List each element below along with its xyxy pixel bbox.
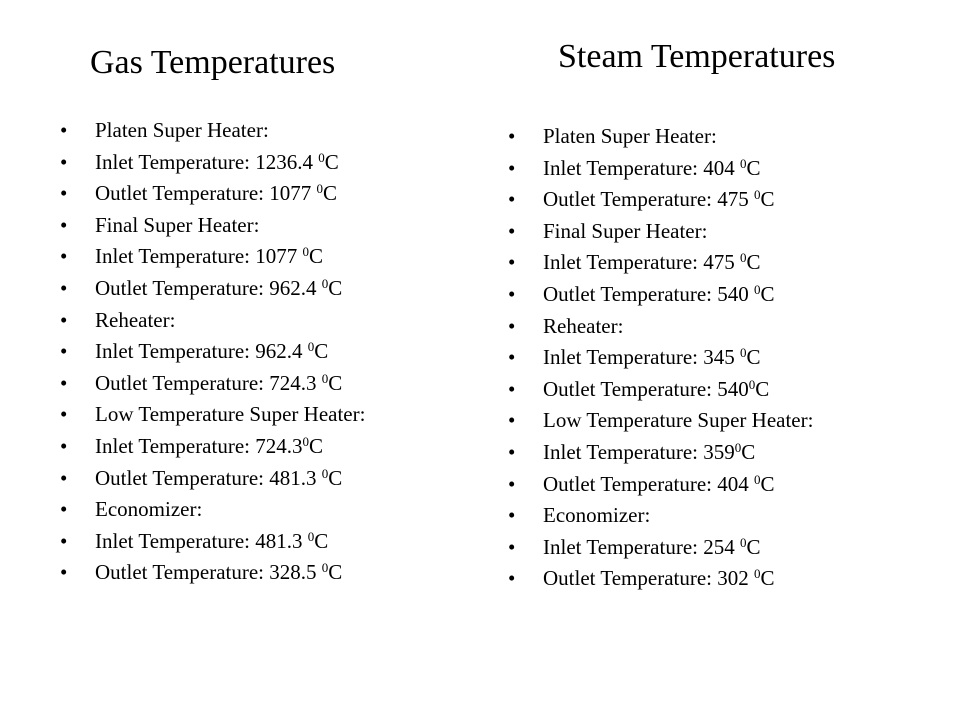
bullet-item: [60, 399, 365, 431]
degree-superscript: 0: [318, 149, 325, 165]
unit-label: C: [314, 528, 329, 553]
steam-temperatures-heading: Steam Temperatures: [558, 38, 836, 75]
degree-superscript: 0: [740, 534, 747, 550]
unit-label: C: [314, 339, 329, 364]
bullet-text: Platen Super Heater:: [543, 124, 717, 148]
bullet-text: Inlet Temperature: 254: [543, 534, 740, 559]
degree-superscript: 0: [316, 181, 323, 197]
degree-superscript: 0: [740, 155, 747, 171]
bullet-item: [508, 342, 813, 374]
bullet-item: [60, 494, 365, 526]
bullet-text: Reheater:: [543, 313, 624, 338]
bullet-item: [60, 273, 365, 305]
bullet-text: Low Temperature Super Heater:: [543, 408, 814, 433]
bullet-text: Outlet Temperature: 1077: [95, 181, 317, 206]
bullet-text: Inlet Temperature: 1236.4: [95, 149, 319, 174]
degree-superscript: 0: [754, 281, 761, 297]
bullet-item: [508, 469, 813, 501]
degree-superscript: 0: [740, 345, 747, 361]
unit-label: C: [323, 181, 338, 206]
degree-superscript: 0: [302, 433, 309, 449]
bullet-item: [508, 500, 813, 532]
unit-label: C: [755, 376, 770, 401]
unit-label: C: [760, 281, 775, 306]
bullet-item: [60, 241, 365, 273]
degree-superscript: 0: [754, 566, 761, 582]
bullet-item: [508, 279, 813, 311]
bullet-text: Inlet Temperature: 481.3: [95, 528, 308, 553]
unit-label: C: [328, 465, 343, 490]
degree-superscript: 0: [321, 275, 329, 291]
degree-superscript: 0: [740, 250, 747, 266]
bullet-item: [508, 374, 813, 406]
bullet-item: [508, 121, 813, 153]
unit-label: C: [760, 187, 775, 212]
degree-superscript: 0: [321, 560, 329, 576]
bullet-text: Inlet Temperature: 1077: [95, 244, 303, 269]
bullet-item: [60, 115, 365, 147]
degree-superscript: 0: [307, 339, 315, 355]
bullet-text: Platen Super Heater:: [95, 118, 269, 142]
bullet-item: [508, 311, 813, 343]
unit-label: C: [324, 149, 339, 174]
bullet-text: Final Super Heater:: [543, 218, 708, 243]
bullet-item: [60, 336, 365, 368]
bullet-text: Inlet Temperature: 345: [543, 345, 740, 370]
bullet-text: Economizer:: [95, 497, 203, 522]
bullet-item: [60, 178, 365, 210]
bullet-text: Reheater:: [95, 307, 176, 332]
bullet-text: Outlet Temperature: 475: [543, 187, 754, 212]
bullet-text: Outlet Temperature: 724.3: [95, 370, 322, 395]
unit-label: C: [309, 433, 324, 458]
steam-temperatures-list: [508, 121, 813, 595]
bullet-text: Outlet Temperature: 481.3: [95, 465, 322, 490]
bullet-text: Low Temperature Super Heater:: [95, 402, 366, 427]
bullet-text: Outlet Temperature: 540: [543, 376, 749, 401]
unit-label: C: [746, 534, 761, 559]
bullet-item: [60, 147, 365, 179]
bullet-text: Outlet Temperature: 962.4: [95, 275, 322, 300]
bullet-item: [508, 247, 813, 279]
bullet-text: Inlet Temperature: 475: [543, 250, 740, 275]
bullet-text: Inlet Temperature: 359: [543, 439, 735, 464]
bullet-item: [508, 437, 813, 469]
unit-label: C: [328, 275, 343, 300]
bullet-item: [508, 563, 813, 595]
unit-label: C: [328, 370, 343, 395]
unit-label: C: [328, 560, 343, 585]
degree-superscript: 0: [321, 370, 329, 386]
bullet-text: Inlet Temperature: 404: [543, 155, 740, 180]
bullet-item: [508, 216, 813, 248]
bullet-text: Outlet Temperature: 302: [543, 566, 754, 591]
bullet-item: [508, 532, 813, 564]
unit-label: C: [760, 566, 775, 591]
degree-superscript: 0: [302, 244, 309, 260]
bullet-text: Outlet Temperature: 540: [543, 281, 754, 306]
degree-superscript: 0: [734, 439, 742, 455]
bullet-text: Outlet Temperature: 328.5: [95, 560, 322, 585]
unit-label: C: [741, 439, 756, 464]
bullet-text: Inlet Temperature: 724.3: [95, 433, 303, 458]
bullet-item: [508, 153, 813, 185]
bullet-text: Economizer:: [543, 503, 651, 528]
degree-superscript: 0: [321, 465, 329, 481]
unit-label: C: [746, 155, 761, 180]
bullet-item: [60, 557, 365, 589]
unit-label: C: [746, 250, 761, 275]
bullet-text: Inlet Temperature: 962.4: [95, 339, 308, 364]
gas-temperatures-heading: Gas Temperatures: [90, 44, 336, 81]
bullet-item: [60, 463, 365, 495]
gas-temperatures-list: [60, 115, 365, 589]
degree-superscript: 0: [754, 187, 761, 203]
bullet-text: Outlet Temperature: 404: [543, 471, 754, 496]
bullet-item: [508, 184, 813, 216]
bullet-item: [508, 405, 813, 437]
bullet-item: [60, 305, 365, 337]
degree-superscript: 0: [307, 528, 315, 544]
bullet-item: [60, 526, 365, 558]
unit-label: C: [309, 244, 324, 269]
degree-superscript: 0: [754, 471, 761, 487]
bullet-item: [60, 368, 365, 400]
degree-superscript: 0: [748, 376, 756, 392]
bullet-text: Final Super Heater:: [95, 212, 260, 237]
bullet-item: [60, 210, 365, 242]
unit-label: C: [760, 471, 775, 496]
bullet-item: [60, 431, 365, 463]
unit-label: C: [746, 345, 761, 370]
